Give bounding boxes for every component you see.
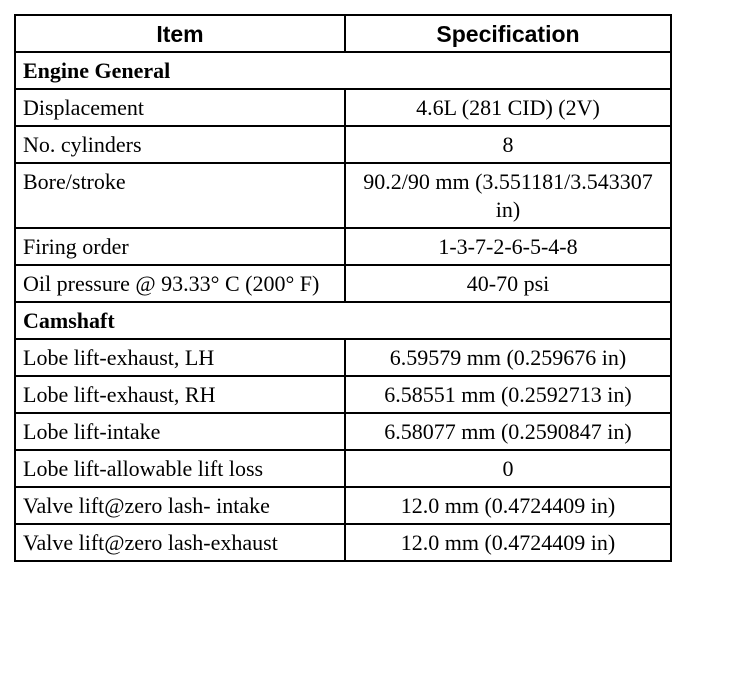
item-cell: No. cylinders bbox=[15, 126, 345, 163]
table-row bbox=[15, 524, 671, 561]
table-row bbox=[15, 126, 671, 163]
item-cell: Oil pressure @ 93.33° C (200° F) bbox=[15, 265, 345, 302]
specification-table bbox=[14, 14, 672, 562]
section-title: Engine General bbox=[15, 52, 671, 89]
spec-cell: 6.59579 mm (0.259676 in) bbox=[345, 339, 671, 376]
spec-cell: 12.0 mm (0.4724409 in) bbox=[345, 487, 671, 524]
header-row bbox=[15, 15, 671, 52]
table-row bbox=[15, 339, 671, 376]
spec-cell: 4.6L (281 CID) (2V) bbox=[345, 89, 671, 126]
spec-cell: 0 bbox=[345, 450, 671, 487]
item-cell: Firing order bbox=[15, 228, 345, 265]
item-cell: Displacement bbox=[15, 89, 345, 126]
spec-cell: 12.0 mm (0.4724409 in) bbox=[345, 524, 671, 561]
table-row bbox=[15, 265, 671, 302]
item-cell: Valve lift@zero lash-exhaust bbox=[15, 524, 345, 561]
item-cell: Lobe lift-intake bbox=[15, 413, 345, 450]
item-cell: Lobe lift-exhaust, LH bbox=[15, 339, 345, 376]
spec-cell: 6.58077 mm (0.2590847 in) bbox=[345, 413, 671, 450]
table-row bbox=[15, 163, 671, 228]
item-column-header: Item bbox=[15, 15, 345, 52]
section-row-camshaft bbox=[15, 302, 671, 339]
section-title: Camshaft bbox=[15, 302, 671, 339]
specification-column-header: Specification bbox=[345, 15, 671, 52]
table-row bbox=[15, 413, 671, 450]
table-row bbox=[15, 487, 671, 524]
spec-cell: 6.58551 mm (0.2592713 in) bbox=[345, 376, 671, 413]
item-cell: Lobe lift-allowable lift loss bbox=[15, 450, 345, 487]
spec-cell: 90.2/90 mm (3.551181/3.543307 in) bbox=[345, 163, 671, 228]
item-cell: Bore/stroke bbox=[15, 163, 345, 228]
table-row bbox=[15, 376, 671, 413]
table-row bbox=[15, 450, 671, 487]
spec-cell: 1-3-7-2-6-5-4-8 bbox=[345, 228, 671, 265]
spec-cell: 40-70 psi bbox=[345, 265, 671, 302]
section-row-engine-general bbox=[15, 52, 671, 89]
table-row bbox=[15, 228, 671, 265]
spec-cell: 8 bbox=[345, 126, 671, 163]
item-cell: Lobe lift-exhaust, RH bbox=[15, 376, 345, 413]
item-cell: Valve lift@zero lash- intake bbox=[15, 487, 345, 524]
table-row bbox=[15, 89, 671, 126]
